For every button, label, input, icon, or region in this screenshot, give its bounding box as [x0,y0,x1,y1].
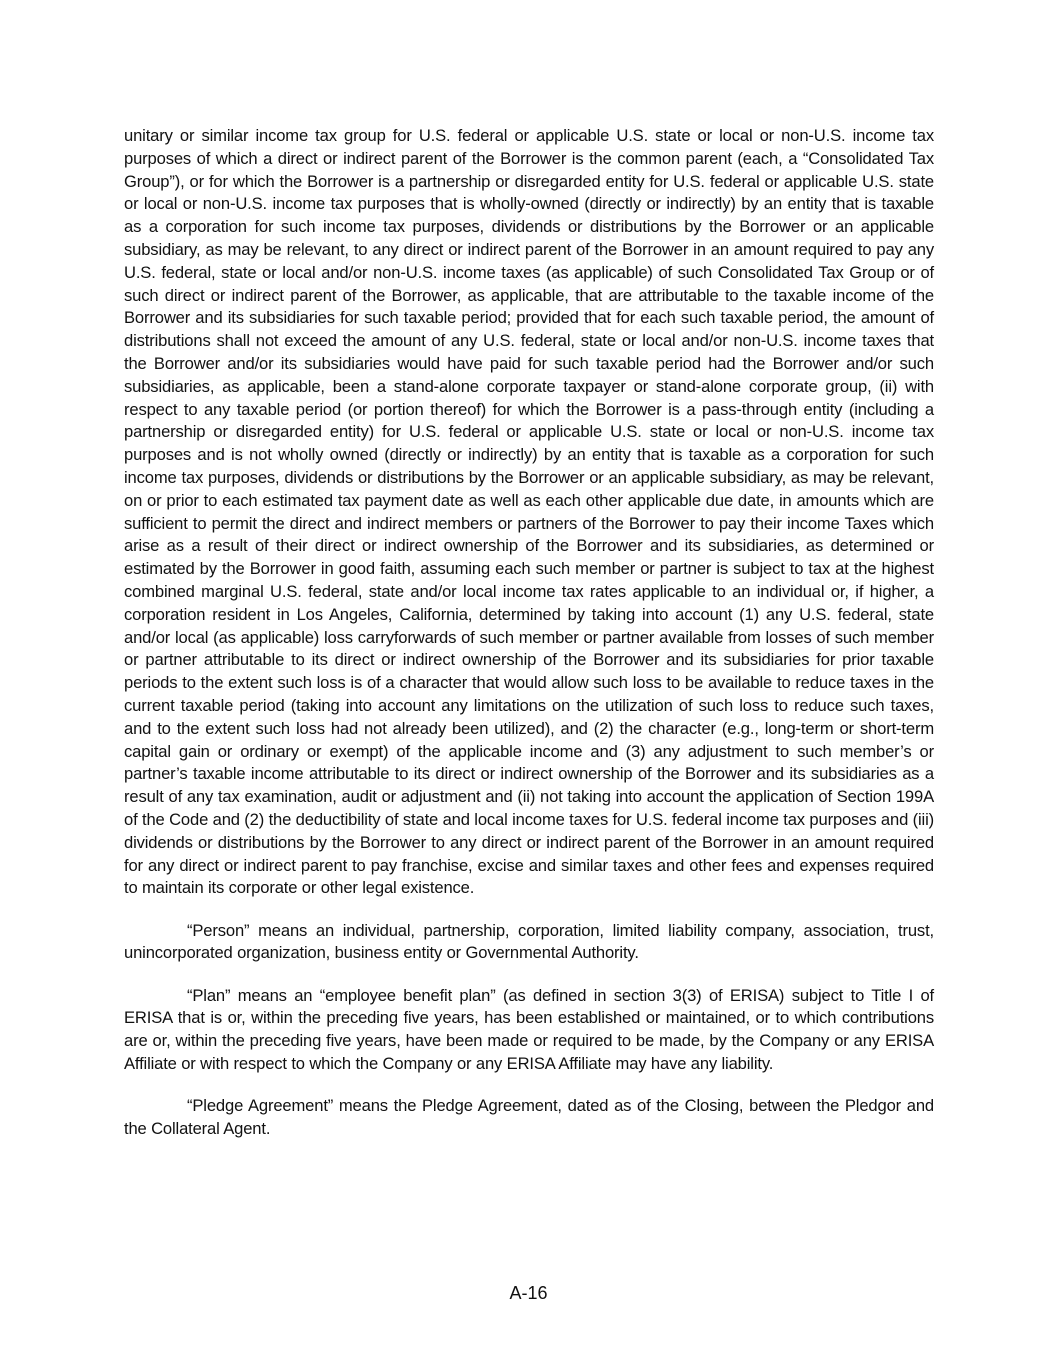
definition-plan: “Plan” means an “employee benefit plan” (as defined in section 3(3) of ERISA) subject to Title I of ERISA that is or, within the preceding five years, has been established or maintained, or to which contributions are or, within the preceding five years, have been made or required to be made, by the Company or any ERISA Affiliate or with respect to which the Company or any ERISA Affiliate may have any liability. [124,985,934,1074]
page-number: A-16 [509,1283,548,1303]
definition-pledge-agreement: “Pledge Agreement” means the Pledge Agreement, dated as of the Closing, between the Pledgor and the Collateral Agent. [124,1096,934,1139]
continuation-paragraph: unitary or similar income tax group for U.S. federal or applicable U.S. state or local or non-U.S. income tax purposes of which a direct or indirect parent of the Borrower is the common parent (each, a “Consolidated Tax Group”), or for which the Borrower is a partnership or disregarded entity for U.S. federal or applicable U.S. state or local or non-U.S. income tax purposes that is wholly-owned (directly or indirectly) by an entity that is taxable as a corporation for such income tax purposes, dividends or distributions by the Borrower or an applicable subsidiary, as may be relevant, to any direct or indirect parent of the Borrower in an amount required to pay any U.S. federal, state or local and/or non-U.S. income taxes (as applicable) of such Consolidated Tax Group or of such direct or indirect parent of the Borrower, as applicable, that are attributable to the taxable income of the Borrower and its subsidiaries for such taxable period; provided that for each such taxable period, the amount of distributions shall not exceed the amount of any U.S. federal, state or local and/or non-U.S. income taxes that the Borrower and/or its subsidiaries would have paid for such taxable period had the Borrower and/or such subsidiaries, as applicable, been a stand-alone corporate taxpayer or stand-alone corporate group, (ii) with respect to any taxable period (or portion thereof) for which the Borrower is a pass-through entity (including a partnership or disregarded entity) for U.S. federal or applicable U.S. state or local or non-U.S. income tax purposes and is not wholly owned (directly or indirectly) by an entity that is taxable as a corporation for such income tax purposes, dividends or distributions by the Borrower or an applicable subsidiary, as may be relevant, on or prior to each estimated tax payment date as well as each other applicable due date, in amounts which are sufficient to permit the direct and indirect members or partners of the Borrower to pay their income Taxes which arise as a result of their direct or indirect ownership of the Borrower and its subsidiaries, as determined or estimated by the Borrower in good faith, assuming each such member or partner is subject to tax at the highest combined marginal U.S. federal, state and/or local income tax rates applicable to an individual or, if higher, a corporation resident in Los Angeles, California, determined by taking into account (1) any U.S. federal, state and/or local (as applicable) loss carryforwards of such member or partner available from losses of such member or partner attributable to its direct or indirect ownership of the Borrower and its subsidiaries for prior taxable periods to the extent such loss is of a character that would allow such loss to be available to reduce taxes in the current taxable period (taking into account any limitations on the utilization of such loss to reduce such taxes, and to the extent such loss had not already been utilized), and (2) the character (e.g., long-term or short-term capital gain or ordinary or exempt) of the applicable income and (3) any adjustment to such member’s or partner’s taxable income attributable to its direct or indirect ownership of the Borrower and its subsidiaries as a result of any tax examination, audit or adjustment and (ii) not taking into account the application of Section 199A of the Code and (2) the deductibility of state and local income taxes for U.S. federal income tax purposes and (iii) dividends or distributions by the Borrower to any direct or indirect parent of the Borrower in an amount required for any direct or indirect parent to pay franchise, excise and similar taxes and other fees and expenses required to maintain its corporate or other legal existence. [124,126,934,898]
definition-person: “Person” means an individual, partnership, corporation, limited liability company, association, trust, unincorporated organization, business entity or Governmental Authority. [124,920,934,963]
document-body [124,125,934,1141]
